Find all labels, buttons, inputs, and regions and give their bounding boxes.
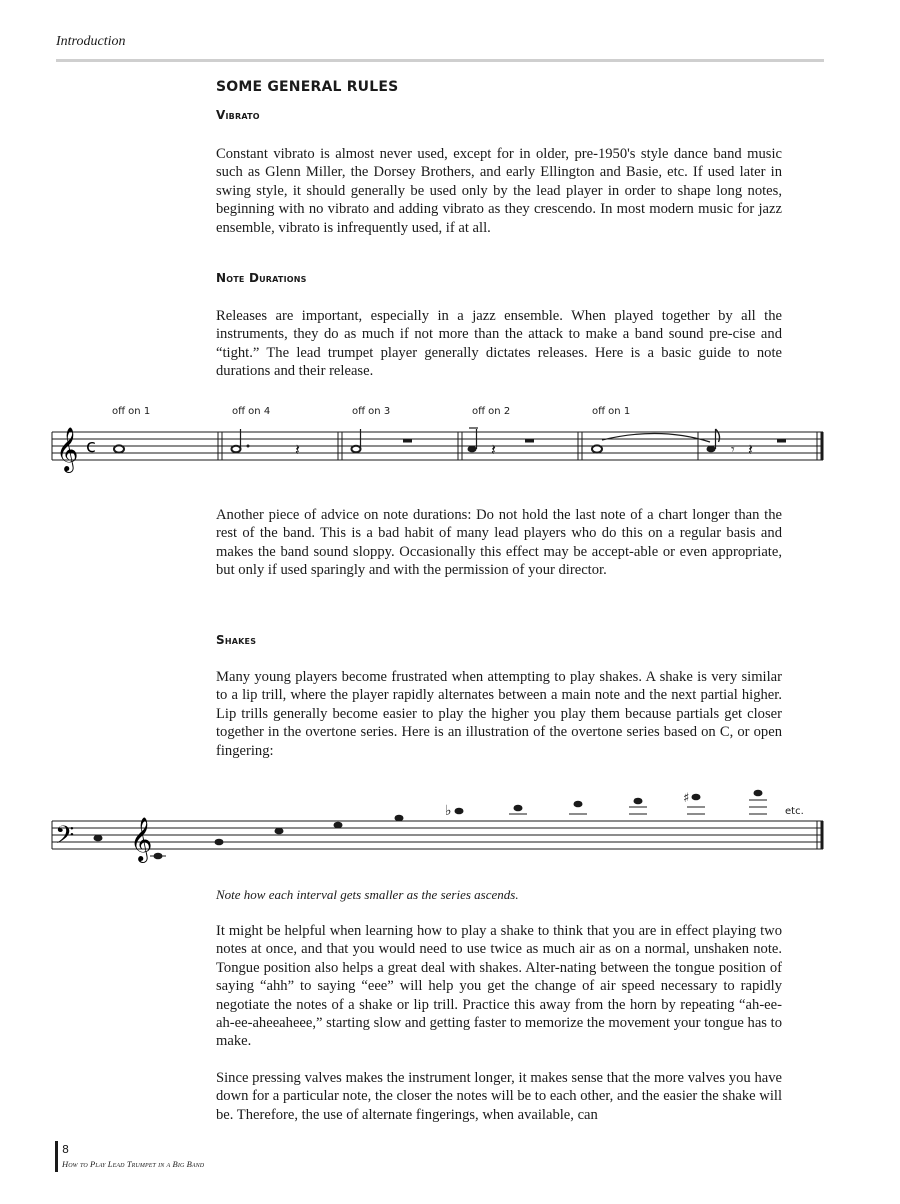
overtone-series-staff bbox=[0, 780, 900, 870]
flat-sign-icon: ♭ bbox=[445, 803, 452, 819]
vibrato-paragraph: Constant vibrato is almost never used, except for in older, pre-1950's style dance band music such as Glenn Miller, the Dorsey Brothers, and early Ellington and Basie, etc. If used later in swing style, it should generally be used only by the lead player in order to shape long notes, beginning with no vibrato and adding vibrato as they crescendo. In most modern music for jazz ensemble, vibrato is infrequently used, if at all. bbox=[216, 146, 782, 236]
duration-label: off on 3 bbox=[352, 406, 391, 417]
section-heading: SOME GENERAL RULES bbox=[216, 79, 399, 95]
quarter-rest-icon: 𝄽 bbox=[748, 440, 753, 459]
overtone-note bbox=[754, 790, 763, 797]
overtone-note bbox=[692, 794, 701, 801]
shakes-paragraph-3: Since pressing valves makes the instrument longer, it makes sense that the more valves you have down for a particular note, the closer the notes will be to each other, and the easier the shake will be. Therefore, the use of alternate fingerings, when available, can bbox=[216, 1070, 782, 1123]
vibrato-heading: Vibrato bbox=[216, 108, 260, 122]
half-note bbox=[352, 446, 361, 453]
shakes-heading: Shakes bbox=[216, 633, 257, 647]
duration-label: off on 2 bbox=[472, 406, 511, 417]
overtone-note bbox=[275, 828, 284, 835]
running-head: Introduction bbox=[56, 34, 126, 49]
dotted-half-note bbox=[232, 446, 241, 453]
shakes-paragraph-1: Many young players become frustrated when attempting to play shakes. A shake is very similar to a lip trill, where the player rapidly alternates between a main note and the next partial higher. Lip trills generally become easier to play the higher you play them because partials get closer together in the overtone series. Here is an illustration of the overtone series based on C, or open fingering: bbox=[216, 669, 782, 759]
quarter-note bbox=[468, 446, 477, 453]
quarter-rest-icon: 𝄽 bbox=[295, 440, 300, 459]
eighth-rest-icon: 𝄾 bbox=[731, 442, 735, 458]
half-rest bbox=[777, 439, 786, 443]
overtone-note bbox=[514, 805, 523, 812]
overtone-note bbox=[455, 808, 464, 815]
overtone-note bbox=[334, 822, 343, 829]
durations-paragraph-1: Releases are important, especially in a jazz ensemble. When played together by all the instruments, they do as much if not more than the attack to make a band sound pre-cise and “tight.” The lead trumpet player generally dictates releases. Here is a basic guide to note durations and their release. bbox=[216, 308, 782, 380]
overtone-note bbox=[215, 839, 224, 846]
half-rest bbox=[525, 439, 534, 443]
treble-clef-icon: 𝄞 bbox=[130, 817, 153, 861]
note-durations-staff bbox=[0, 400, 900, 485]
note-durations-heading: Note Durations bbox=[216, 271, 307, 285]
book-title: How to Play Lead Trumpet in a Big Band bbox=[62, 1159, 205, 1169]
eighth-note bbox=[707, 446, 716, 453]
footer-bar bbox=[55, 1141, 58, 1172]
shakes-paragraph-2: It might be helpful when learning how to play a shake to think that you are in effect playing two notes at once, and that you would need to use twice as much air as on a normal, unshaken note. Tongue position also helps a great deal with shakes. Alter-nating between the tongue position of saying “ahh” to saying “eee” will help you get the change of air speed necessary to rapidly negotiate the notes of a shake or lip trill. Practice this away from the horn by repeating “ah-ee-ah-ee-aheeaheee,” starting slow and getting faster to memorize the movement your tongue has to make. bbox=[216, 923, 782, 1050]
durations-paragraph-2: Another piece of advice on note durations: Do not hold the last note of a chart longer than the rest of the band. This is a bad habit of many lead players who do this on a regular basis and makes the band sound sloppy. Occasionally this effect may be accept-able or even appropriate, but only if used sparingly and with the permission of your director. bbox=[216, 507, 782, 579]
overtone-note bbox=[94, 835, 103, 842]
overtone-note bbox=[634, 798, 643, 805]
duration-label: off on 1 bbox=[592, 406, 631, 417]
duration-label: off on 4 bbox=[232, 406, 271, 417]
page-number: 8 bbox=[62, 1143, 69, 1156]
treble-clef-icon: 𝄞 bbox=[56, 427, 79, 471]
etc-label: etc. bbox=[785, 806, 804, 817]
half-rest bbox=[403, 439, 412, 443]
header-rule bbox=[56, 59, 824, 62]
duration-label: off on 1 bbox=[112, 406, 151, 417]
overtone-caption: Note how each interval gets smaller as the series ascends. bbox=[216, 887, 519, 902]
quarter-rest-icon: 𝄽 bbox=[491, 440, 496, 459]
overtone-note bbox=[395, 815, 404, 822]
sharp-sign-icon: ♯ bbox=[683, 791, 690, 806]
overtone-note bbox=[574, 801, 583, 808]
bass-clef-icon: 𝄢 bbox=[55, 821, 75, 856]
overtone-note bbox=[154, 853, 163, 860]
common-time-icon: c bbox=[86, 436, 96, 457]
